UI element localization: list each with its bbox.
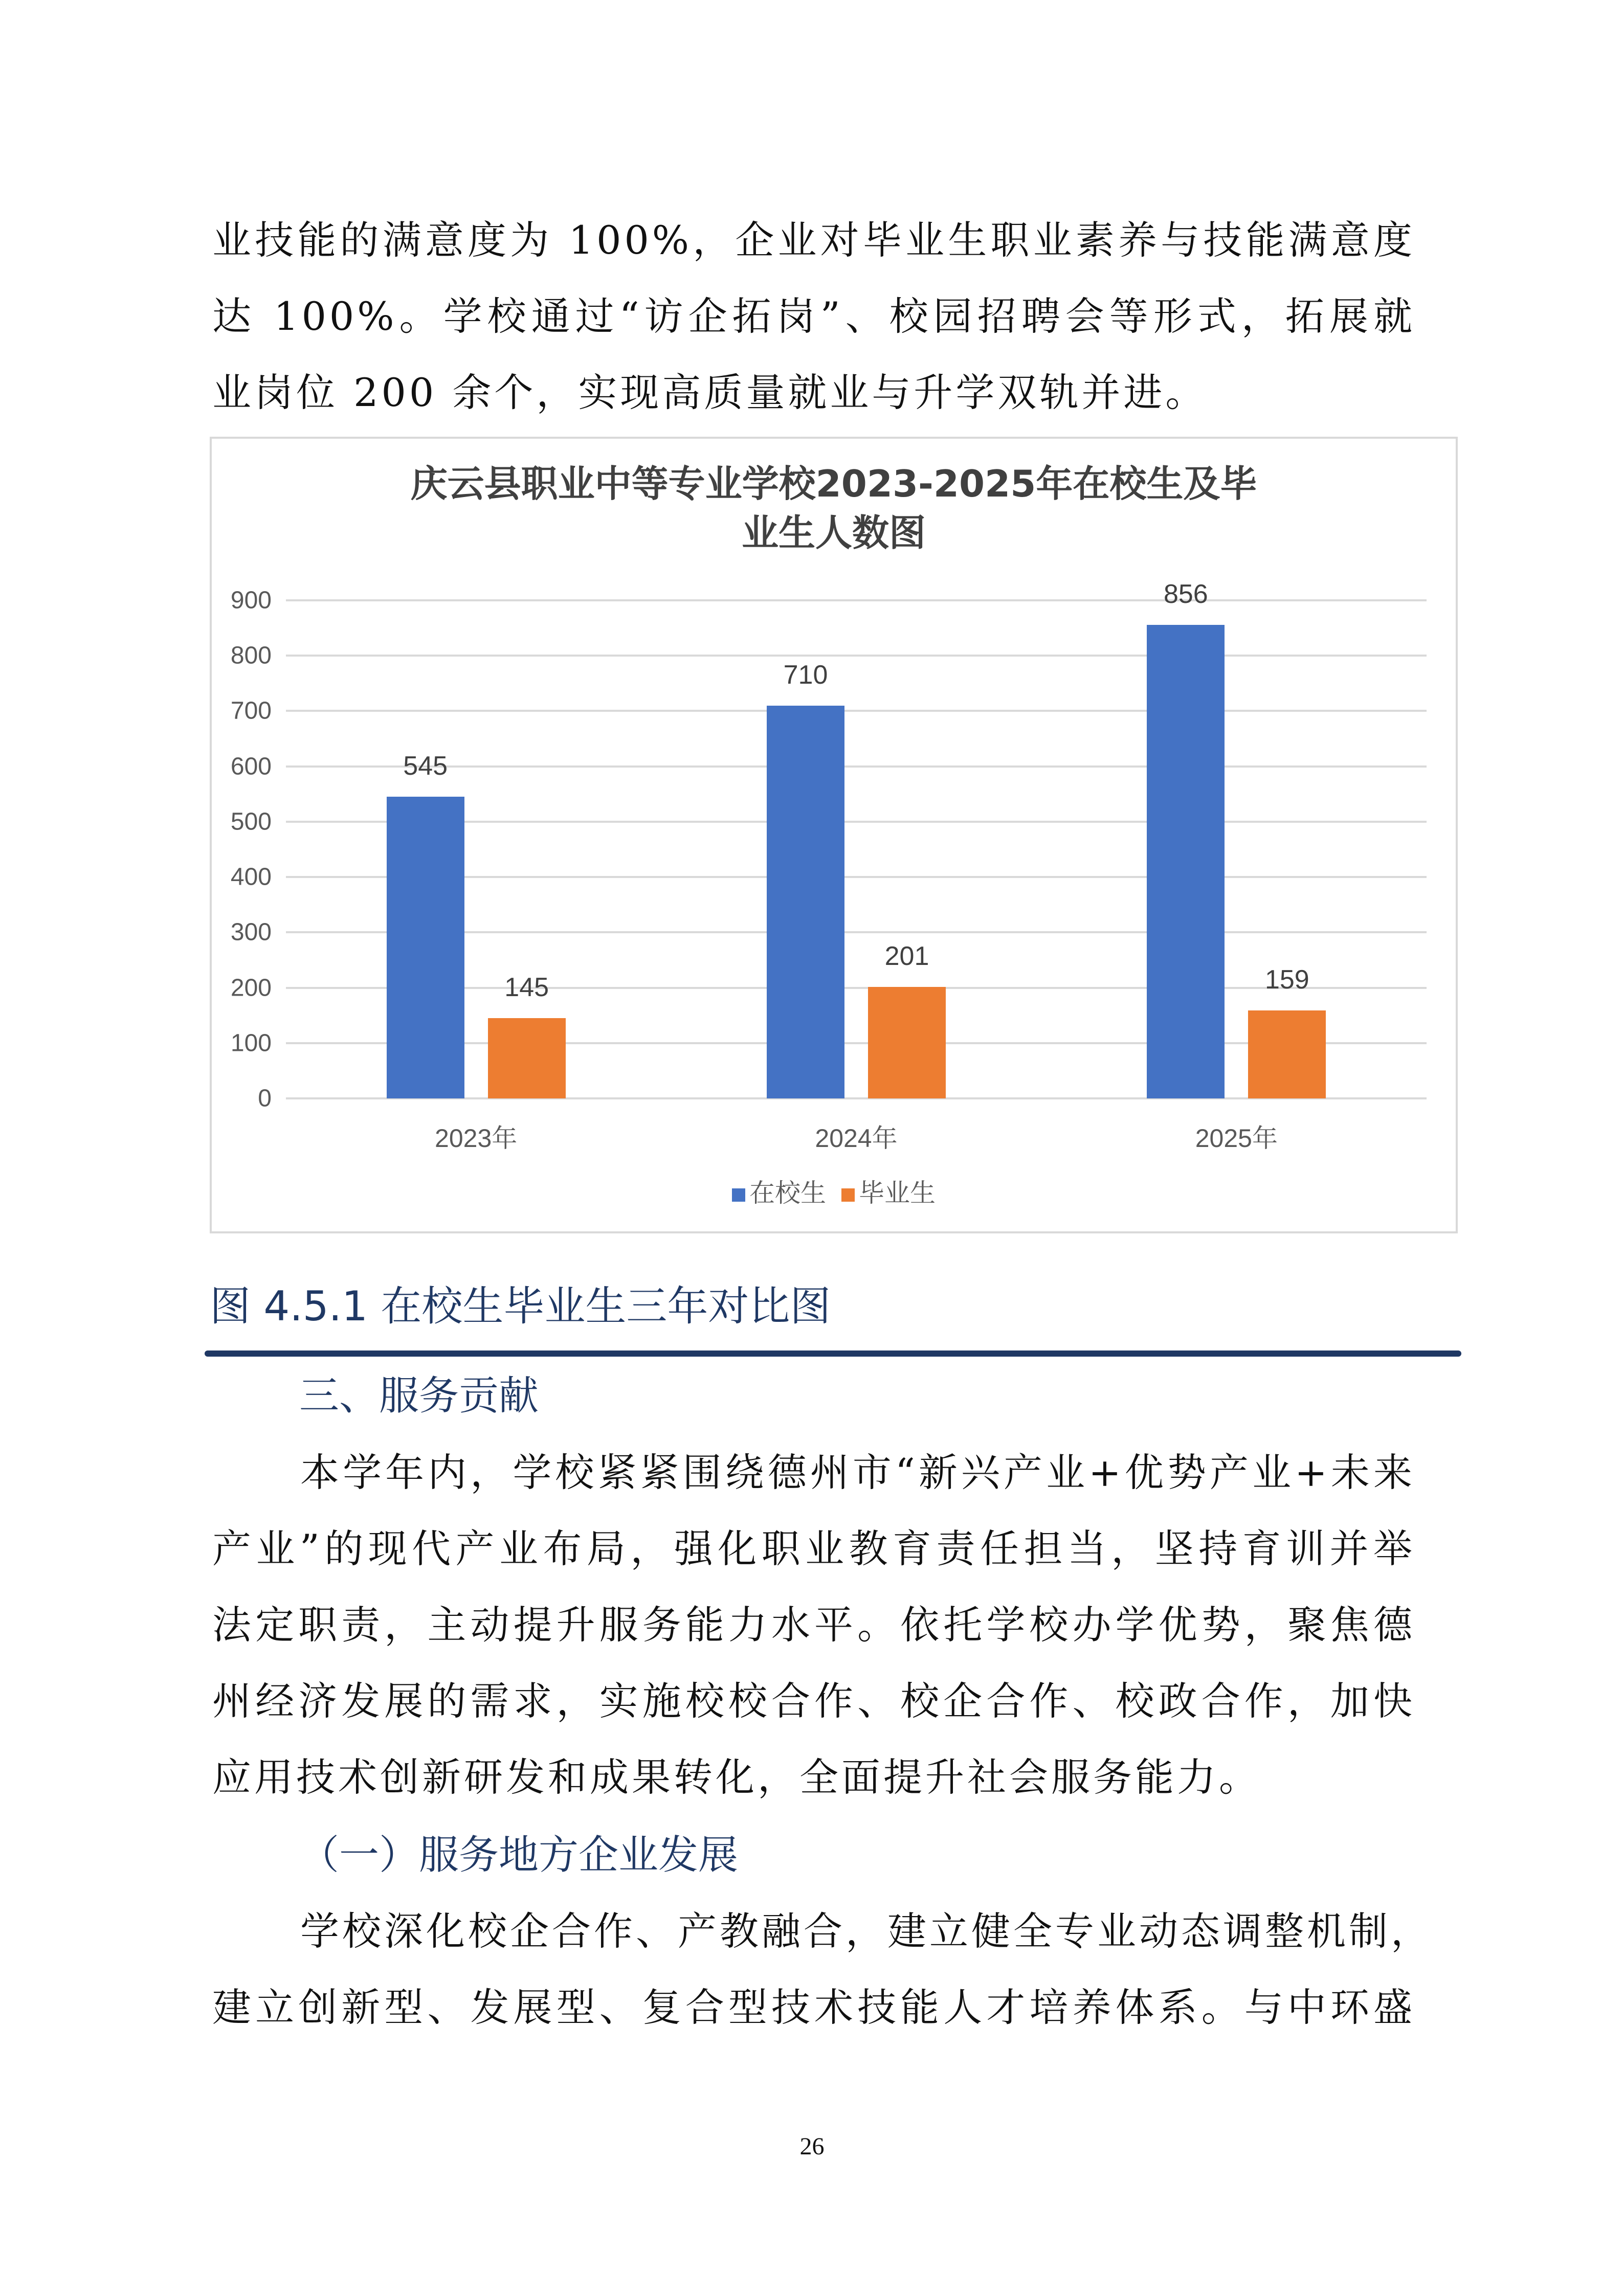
y-axis-tick-label: 100 — [230, 1029, 272, 1057]
data-label: 856 — [1163, 579, 1208, 609]
gridline — [286, 710, 1427, 712]
data-label: 159 — [1264, 964, 1309, 995]
y-axis-tick-label: 700 — [230, 697, 272, 725]
legend-swatch-blue — [732, 1188, 745, 1202]
x-axis-tick-label: 2025年 — [1195, 1124, 1278, 1153]
gridline — [286, 766, 1427, 768]
body-text-line: 应用技术创新研发和成果转化，全面提升社会服务能力。 — [212, 1754, 1261, 1800]
y-axis-tick-label: 300 — [230, 918, 272, 946]
data-label: 145 — [504, 973, 549, 1003]
data-label: 201 — [884, 941, 929, 972]
bar-enrolled — [1147, 625, 1225, 1098]
bar-graduates — [488, 1018, 566, 1098]
chart-legend — [212, 1173, 1456, 1209]
x-axis-tick-label: 2024年 — [815, 1124, 898, 1153]
body-text-line: 州经济发展的需求，实施校校合作、校企合作、校政合作，加快 — [212, 1678, 1415, 1724]
y-axis-tick-label: 500 — [230, 808, 272, 836]
bar-graduates — [1248, 1010, 1326, 1098]
y-axis-tick-label: 400 — [230, 863, 272, 891]
chart-title-line-2: 业生人数图 — [741, 511, 926, 554]
x-axis-tick-label: 2023年 — [435, 1124, 518, 1153]
gridline — [286, 599, 1427, 601]
page-number: 26 — [799, 2133, 825, 2160]
body-text-line: 业岗位 200 余个，实现高质量就业与升学双轨并进。 — [212, 370, 1208, 415]
body-text-line: 达 100%。学校通过“访企拓岗”、校园招聘会等形式，拓展就 — [212, 294, 1415, 339]
legend-item-enrolled — [732, 1179, 833, 1207]
data-label: 710 — [783, 660, 828, 690]
body-text-line: 本学年内，学校紧紧围绕德州市“新兴产业+优势产业+未来 — [300, 1450, 1415, 1495]
subsection-heading: （一）服务地方企业发展 — [299, 1832, 739, 1878]
body-text-line: 学校深化校企合作、产教融合，建立健全专业动态调整机制， — [300, 1908, 1433, 1954]
data-label: 545 — [403, 751, 448, 781]
body-text-line: 业技能的满意度为 100%，企业对毕业生职业素养与技能满意度 — [212, 217, 1415, 263]
figure-caption: 图 4.5.1 在校生毕业生三年对比图 — [210, 1282, 831, 1330]
y-axis-tick-label: 900 — [230, 587, 272, 614]
y-axis-tick-label: 800 — [230, 642, 272, 669]
y-axis-tick-label: 200 — [230, 974, 272, 1002]
bar-chart — [210, 437, 1458, 1233]
chart-title — [212, 459, 1456, 557]
body-text-line: 法定职责，主动提升服务能力水平。依托学校办学优势，聚焦德 — [212, 1602, 1415, 1648]
bar-enrolled — [767, 706, 844, 1098]
gridline — [286, 655, 1427, 657]
bar-enrolled — [387, 797, 464, 1098]
y-axis-tick-label: 0 — [258, 1085, 272, 1112]
caption-divider — [205, 1350, 1461, 1357]
legend-swatch-orange — [841, 1188, 855, 1202]
y-axis-tick-label: 600 — [230, 753, 272, 780]
legend-label: 在校生 — [749, 1179, 827, 1207]
legend-item-graduates — [841, 1179, 936, 1207]
body-text-line: 产业”的现代产业布局，强化职业教育责任担当，坚持育训并举 — [212, 1526, 1415, 1571]
bar-graduates — [868, 987, 946, 1098]
section-heading: 三、服务贡献 — [299, 1373, 539, 1419]
chart-title-line-1: 庆云县职业中等专业学校2023-2025年在校生及毕 — [410, 462, 1257, 505]
body-text-line: 建立创新型、发展型、复合型技术技能人才培养体系。与中环盛 — [212, 1985, 1415, 2030]
legend-label: 毕业生 — [858, 1179, 936, 1207]
